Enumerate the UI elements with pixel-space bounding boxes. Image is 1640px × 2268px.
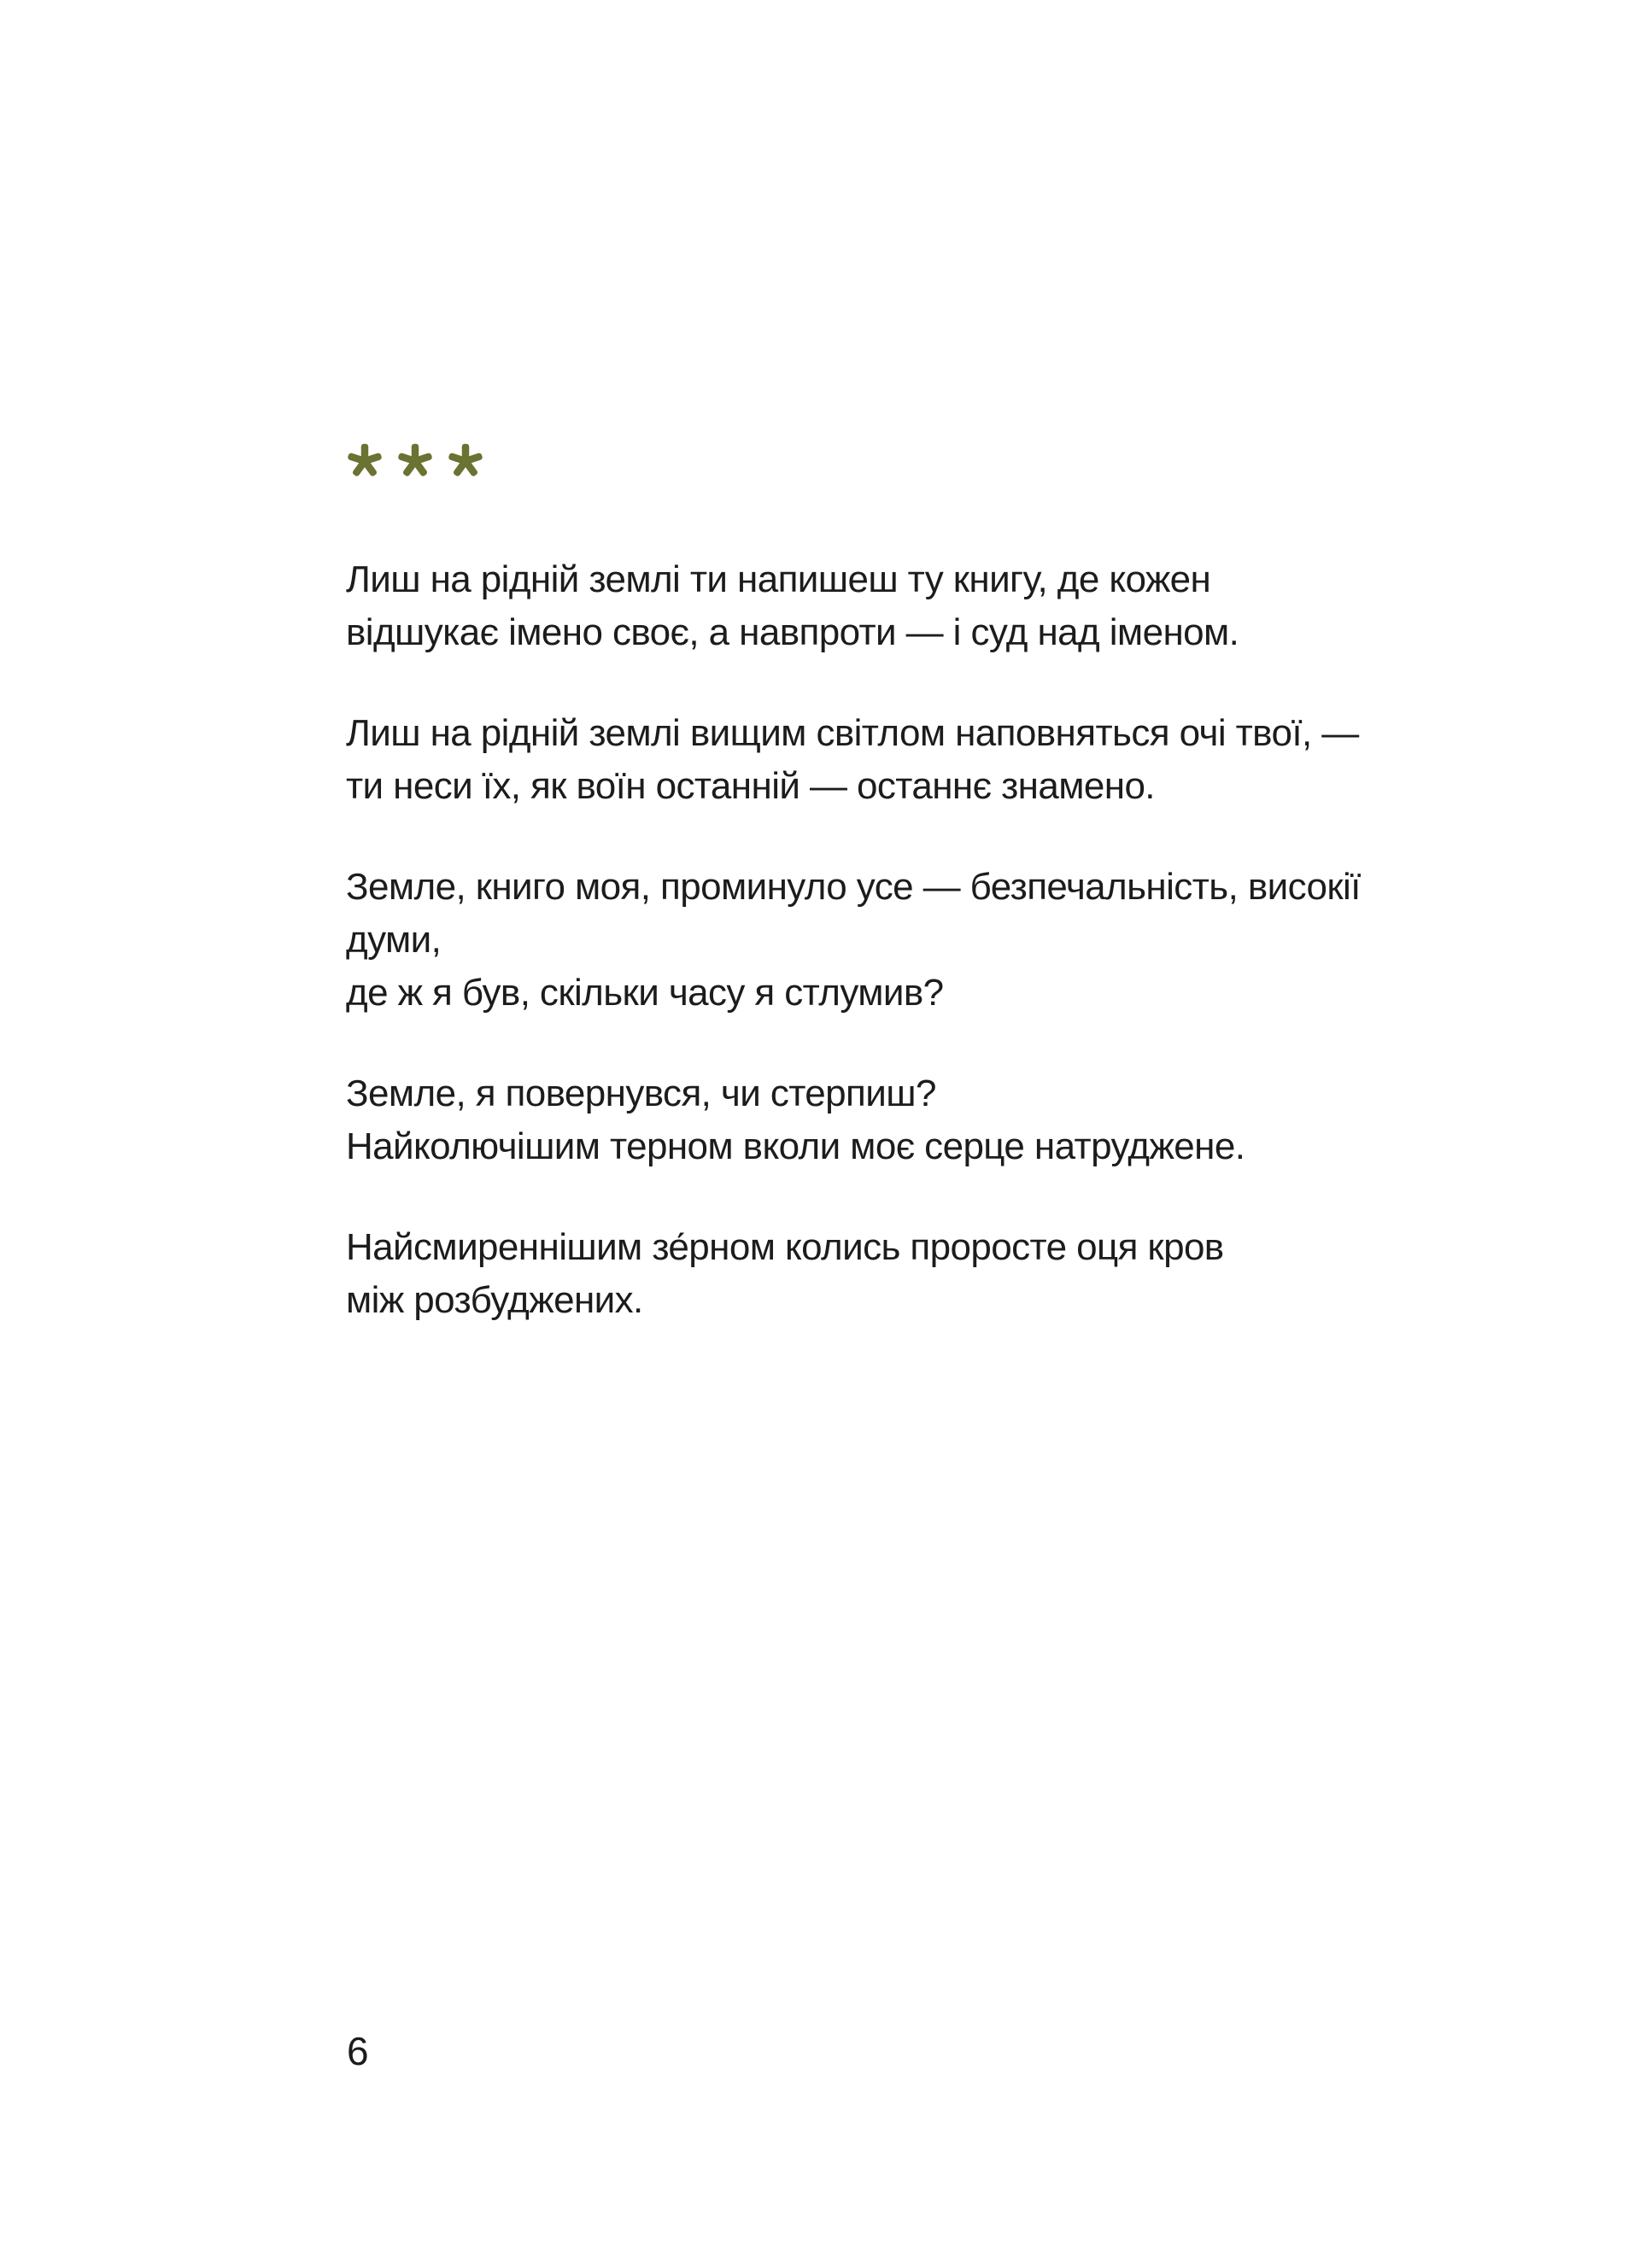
section-divider bbox=[346, 437, 1422, 480]
poem-line: Земле, книго моя, проминуло усе — безпечальність, високії bbox=[346, 866, 1361, 908]
poem-line: Земле, я повернувся, чи стерпиш? bbox=[346, 1073, 936, 1114]
page-number: 6 bbox=[347, 2029, 369, 2073]
stanza bbox=[346, 1067, 1422, 1173]
poem-content bbox=[346, 437, 1422, 1375]
poem-line: Лиш на рідній землі ти напишеш ту книгу, де кожен bbox=[346, 558, 1211, 600]
poem-line: Найсмиреннішим зе́рном колись проросте оця кров bbox=[346, 1226, 1224, 1268]
poem-line: ти неси їх, як воїн останній — останнє знамено. bbox=[346, 765, 1155, 807]
stanza bbox=[346, 861, 1422, 1020]
poem-line: між розбуджених. bbox=[346, 1279, 643, 1321]
stanza bbox=[346, 1221, 1422, 1327]
poem-line: де ж я був, скільки часу я стлумив? bbox=[346, 972, 944, 1014]
poem-line: думи, bbox=[346, 919, 442, 961]
poem-line: Найколючішим терном вколи моє серце натруджене. bbox=[346, 1125, 1245, 1167]
asterisk-icon bbox=[346, 442, 384, 480]
asterisk-icon bbox=[396, 442, 434, 480]
poem-line: Лиш на рідній землі вищим світлом наповняться очі твої, — bbox=[346, 712, 1359, 754]
stanza bbox=[346, 707, 1422, 813]
stanza bbox=[346, 553, 1422, 659]
asterisk-icon bbox=[447, 442, 484, 480]
poem-line: відшукає імено своє, а навпроти — і суд над іменом. bbox=[346, 611, 1239, 653]
